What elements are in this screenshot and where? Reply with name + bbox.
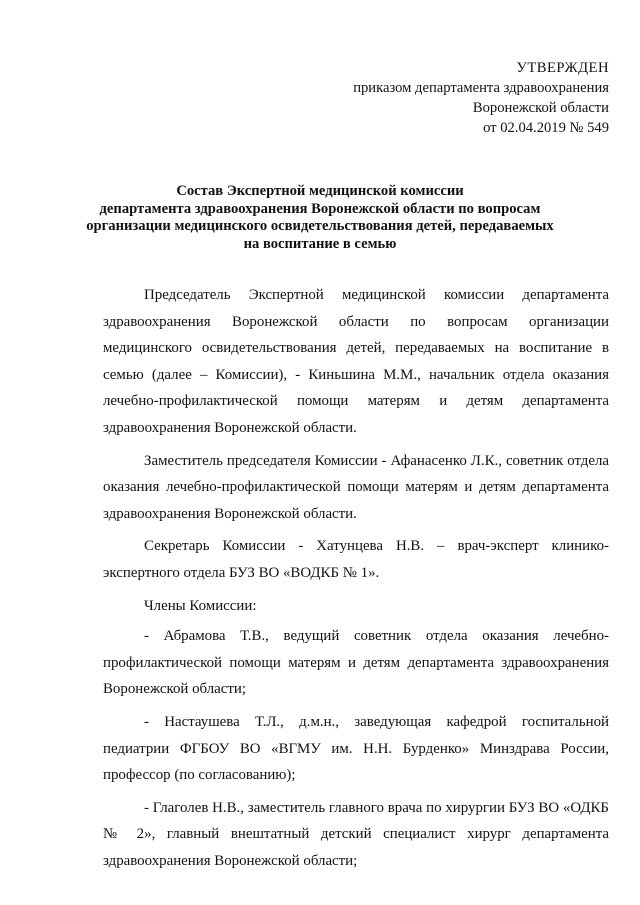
approval-date-line: от 02.04.2019 № 549: [483, 120, 609, 136]
deputy-paragraph: Заместитель председателя Комиссии - Афанасенко Л.К., советник отдела оказания лечебно-профилактической помощи матерям и детям департамента здравоохранения Воронежской области.: [103, 452, 609, 522]
member-item: - Глаголев Н.В., заместитель главного врача по хирургии БУЗ ВО «ОДКБ № 2», главный внештатный детский специалист хирург департамента здравоохранения Воронежской области;: [103, 799, 609, 869]
member-item: - Настаушева Т.Л., д.м.н., заведующая кафедрой госпитальной педиатрии ФГБОУ ВО «ВГМУ им. Н.Н. Бурденко» Минздрава России, профессор (по согласованию);: [103, 713, 609, 784]
document-title: [80, 183, 560, 253]
approval-region-line: Воронежской области: [472, 100, 609, 116]
secretary-paragraph: Секретарь Комиссии - Хатунцева Н.В. – врач-эксперт клинико-экспертного отдела БУЗ ВО «ВОДКБ № 1».: [103, 538, 609, 581]
title-line: на воспитание в семью: [243, 235, 397, 252]
title-line: департамента здравоохранения Воронежской области по вопросам: [99, 200, 541, 217]
title-line: Состав Экспертной медицинской комиссии: [176, 183, 464, 199]
title-line: организации медицинского освидетельствования детей, передаваемых: [86, 218, 554, 234]
approval-title: УТВЕРЖДЕН: [516, 60, 609, 76]
members-heading: Члены Комиссии:: [144, 597, 257, 614]
approval-order-line: приказом департамента здравоохранения: [353, 80, 609, 96]
approval-block: [353, 58, 609, 138]
document-body: [103, 282, 609, 880]
chairman-paragraph: Председатель Экспертной медицинской комиссии департамента здравоохранения Воронежской области по вопросам организации медицинского освидетельствования детей, передаваемых на воспитание в семью (далее – Комиссии), - Киньшина М.М., начальник отдела оказания лечебно-профилактической помощи матерям и детям департамента здравоохранения Воронежской области.: [103, 287, 609, 436]
member-item: - Абрамова Т.В., ведущий советник отдела оказания лечебно-профилактической помощи матерям и детям департамента здравоохранения Воронежской области;: [103, 628, 609, 698]
